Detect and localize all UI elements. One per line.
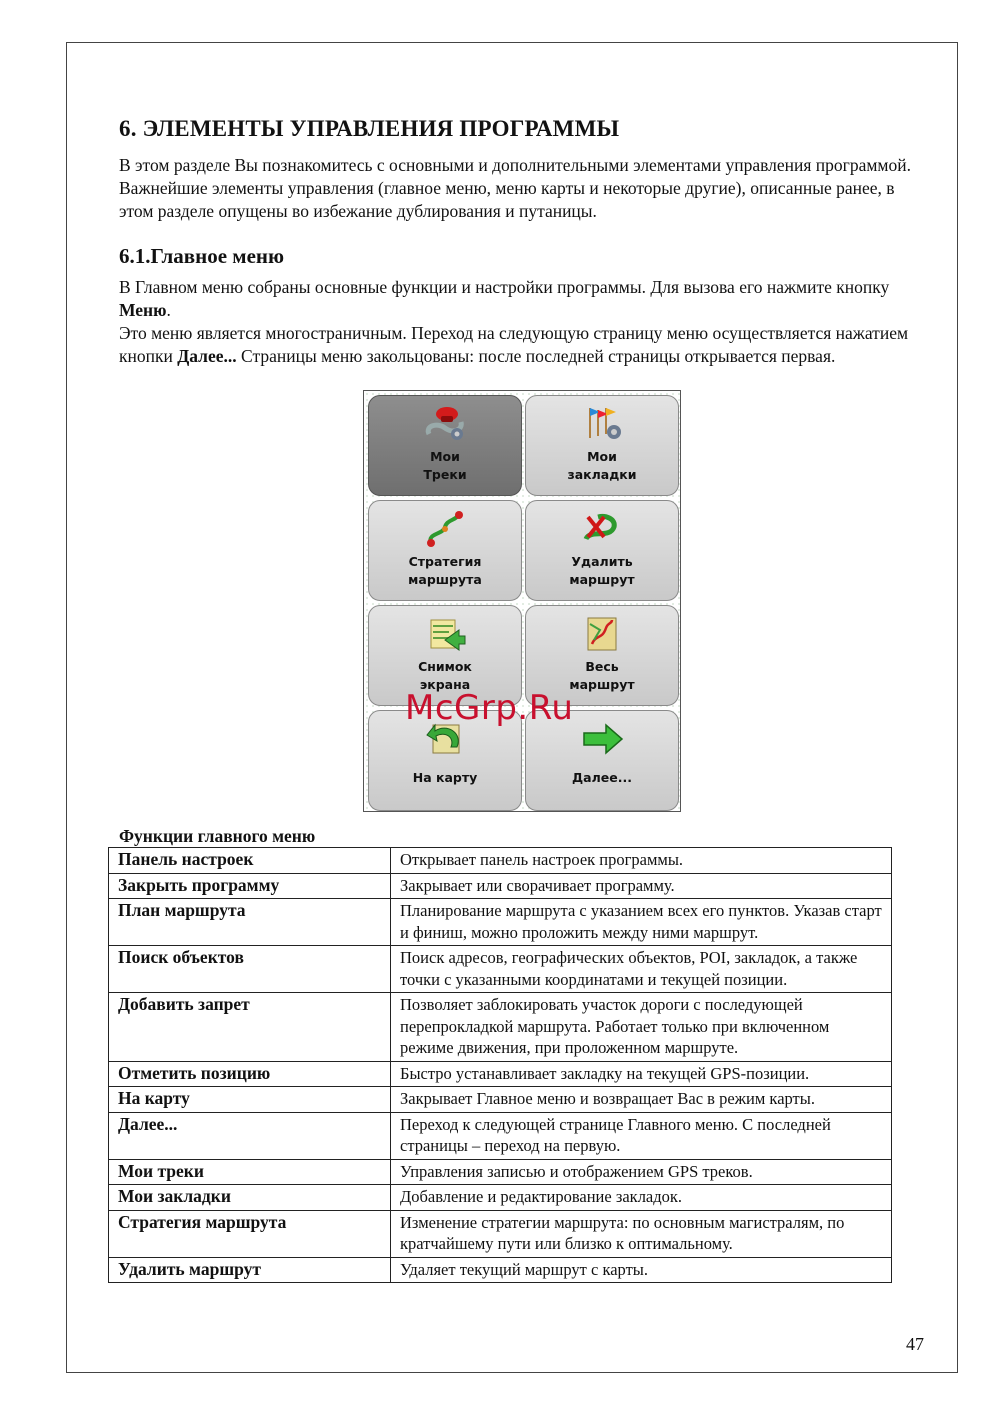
function-description: Позволяет заблокировать участок дороги с последующей перепрокладкой маршрута. Работает только при включенном режиме движения, при проложенном маршруте. <box>391 993 892 1062</box>
table-row <box>109 1210 892 1257</box>
tile-label: Весь маршрут <box>569 659 635 692</box>
table-row <box>109 1061 892 1087</box>
functions-table <box>108 847 892 1283</box>
function-description: Быстро устанавливает закладку на текущей GPS-позиции. <box>391 1061 892 1087</box>
function-name: Мои треки <box>109 1159 391 1185</box>
table-row <box>109 1087 892 1113</box>
table-row <box>109 1257 892 1283</box>
next-arrow-icon <box>580 719 624 759</box>
tile-label: Мои закладки <box>567 449 637 482</box>
function-description: Переход к следующей странице Главного меню. С последней страницы – переход на первую. <box>391 1112 892 1159</box>
main-menu-paragraph: В Главном меню собраны основные функции и настройки программы. Для вызова его нажмите кнопку Меню. <box>119 277 890 320</box>
table-row <box>109 993 892 1062</box>
tile-label: Снимок экрана <box>418 659 472 692</box>
function-description: Закрывает Главное меню и возвращает Вас в режим карты. <box>391 1087 892 1113</box>
menu-tile-my-bookmarks[interactable] <box>525 395 679 496</box>
intro-paragraph: В этом разделе Вы познакомитесь с основными и дополнительными элементами управления программой. Важнейшие элементы управления (главное меню, меню карты и некоторые другие), описанные ранее, в этом разделе опущены во избежание дублирования и путаницы. <box>119 155 911 221</box>
table-row <box>109 873 892 899</box>
function-description: Планирование маршрута с указанием всех его пунктов. Указав старт и финиш, можно проложить между ними маршрут. <box>391 899 892 946</box>
bookmarks-icon <box>580 404 624 444</box>
function-name: На карту <box>109 1087 391 1113</box>
route-strategy-icon <box>423 509 467 549</box>
tile-label: Удалить маршрут <box>569 554 635 587</box>
delete-route-icon <box>580 509 624 549</box>
function-name: Стратегия маршрута <box>109 1210 391 1257</box>
table-row <box>109 848 892 874</box>
function-description: Изменение стратегии маршрута: по основным магистралям, по кратчайшему пути или близко к оптимальному. <box>391 1210 892 1257</box>
watermark: McGrp.Ru <box>405 688 574 728</box>
main-menu-screenshot <box>363 390 681 812</box>
menu-tile-delete-route[interactable] <box>525 500 679 601</box>
function-name: Закрыть программу <box>109 873 391 899</box>
tile-label: Стратегия маршрута <box>408 554 482 587</box>
function-name: Поиск объектов <box>109 946 391 993</box>
tile-label: На карту <box>412 770 478 785</box>
table-row <box>109 1112 892 1159</box>
table-row <box>109 1159 892 1185</box>
whole-route-icon <box>580 614 624 654</box>
function-name: Добавить запрет <box>109 993 391 1062</box>
section-heading: 6. ЭЛЕМЕНТЫ УПРАВЛЕНИЯ ПРОГРАММЫ <box>119 116 620 141</box>
next-key-name: Далее... <box>177 346 237 366</box>
function-description: Управления записью и отображением GPS треков. <box>391 1159 892 1185</box>
function-description: Закрывает или сворачивает программу. <box>391 873 892 899</box>
menu-tile-route-strategy[interactable] <box>368 500 522 601</box>
table-row <box>109 1185 892 1211</box>
tile-label: Далее... <box>572 770 632 785</box>
function-name: Далее... <box>109 1112 391 1159</box>
function-name: Панель настроек <box>109 848 391 874</box>
table-caption: Функции главного меню <box>119 826 316 846</box>
page-number: 47 <box>906 1334 924 1354</box>
function-description: Открывает панель настроек программы. <box>391 848 892 874</box>
multipage-paragraph: Это меню является многостраничным. Переход на следующую страницу меню осуществляется нажатием кнопки Далее... Страницы меню закольцованы: после последней страницы открывается первая. <box>119 323 909 366</box>
tile-label: Мои Треки <box>423 449 467 482</box>
screenshot-icon <box>423 614 467 654</box>
menu-tile-my-tracks[interactable] <box>368 395 522 496</box>
function-name: Мои закладки <box>109 1185 391 1211</box>
menu-key-name: Меню <box>119 300 167 320</box>
function-name: Удалить маршрут <box>109 1257 391 1283</box>
table-row <box>109 899 892 946</box>
tracks-icon <box>423 404 467 444</box>
function-description: Добавление и редактирование закладок. <box>391 1185 892 1211</box>
subsection-heading: 6.1.Главное меню <box>119 244 285 268</box>
function-name: План маршрута <box>109 899 391 946</box>
table-row <box>109 946 892 993</box>
function-description: Поиск адресов, географических объектов, POI, закладок, а также точки с указанными координатами и текущей позиции. <box>391 946 892 993</box>
function-name: Отметить позицию <box>109 1061 391 1087</box>
function-description: Удаляет текущий маршрут с карты. <box>391 1257 892 1283</box>
